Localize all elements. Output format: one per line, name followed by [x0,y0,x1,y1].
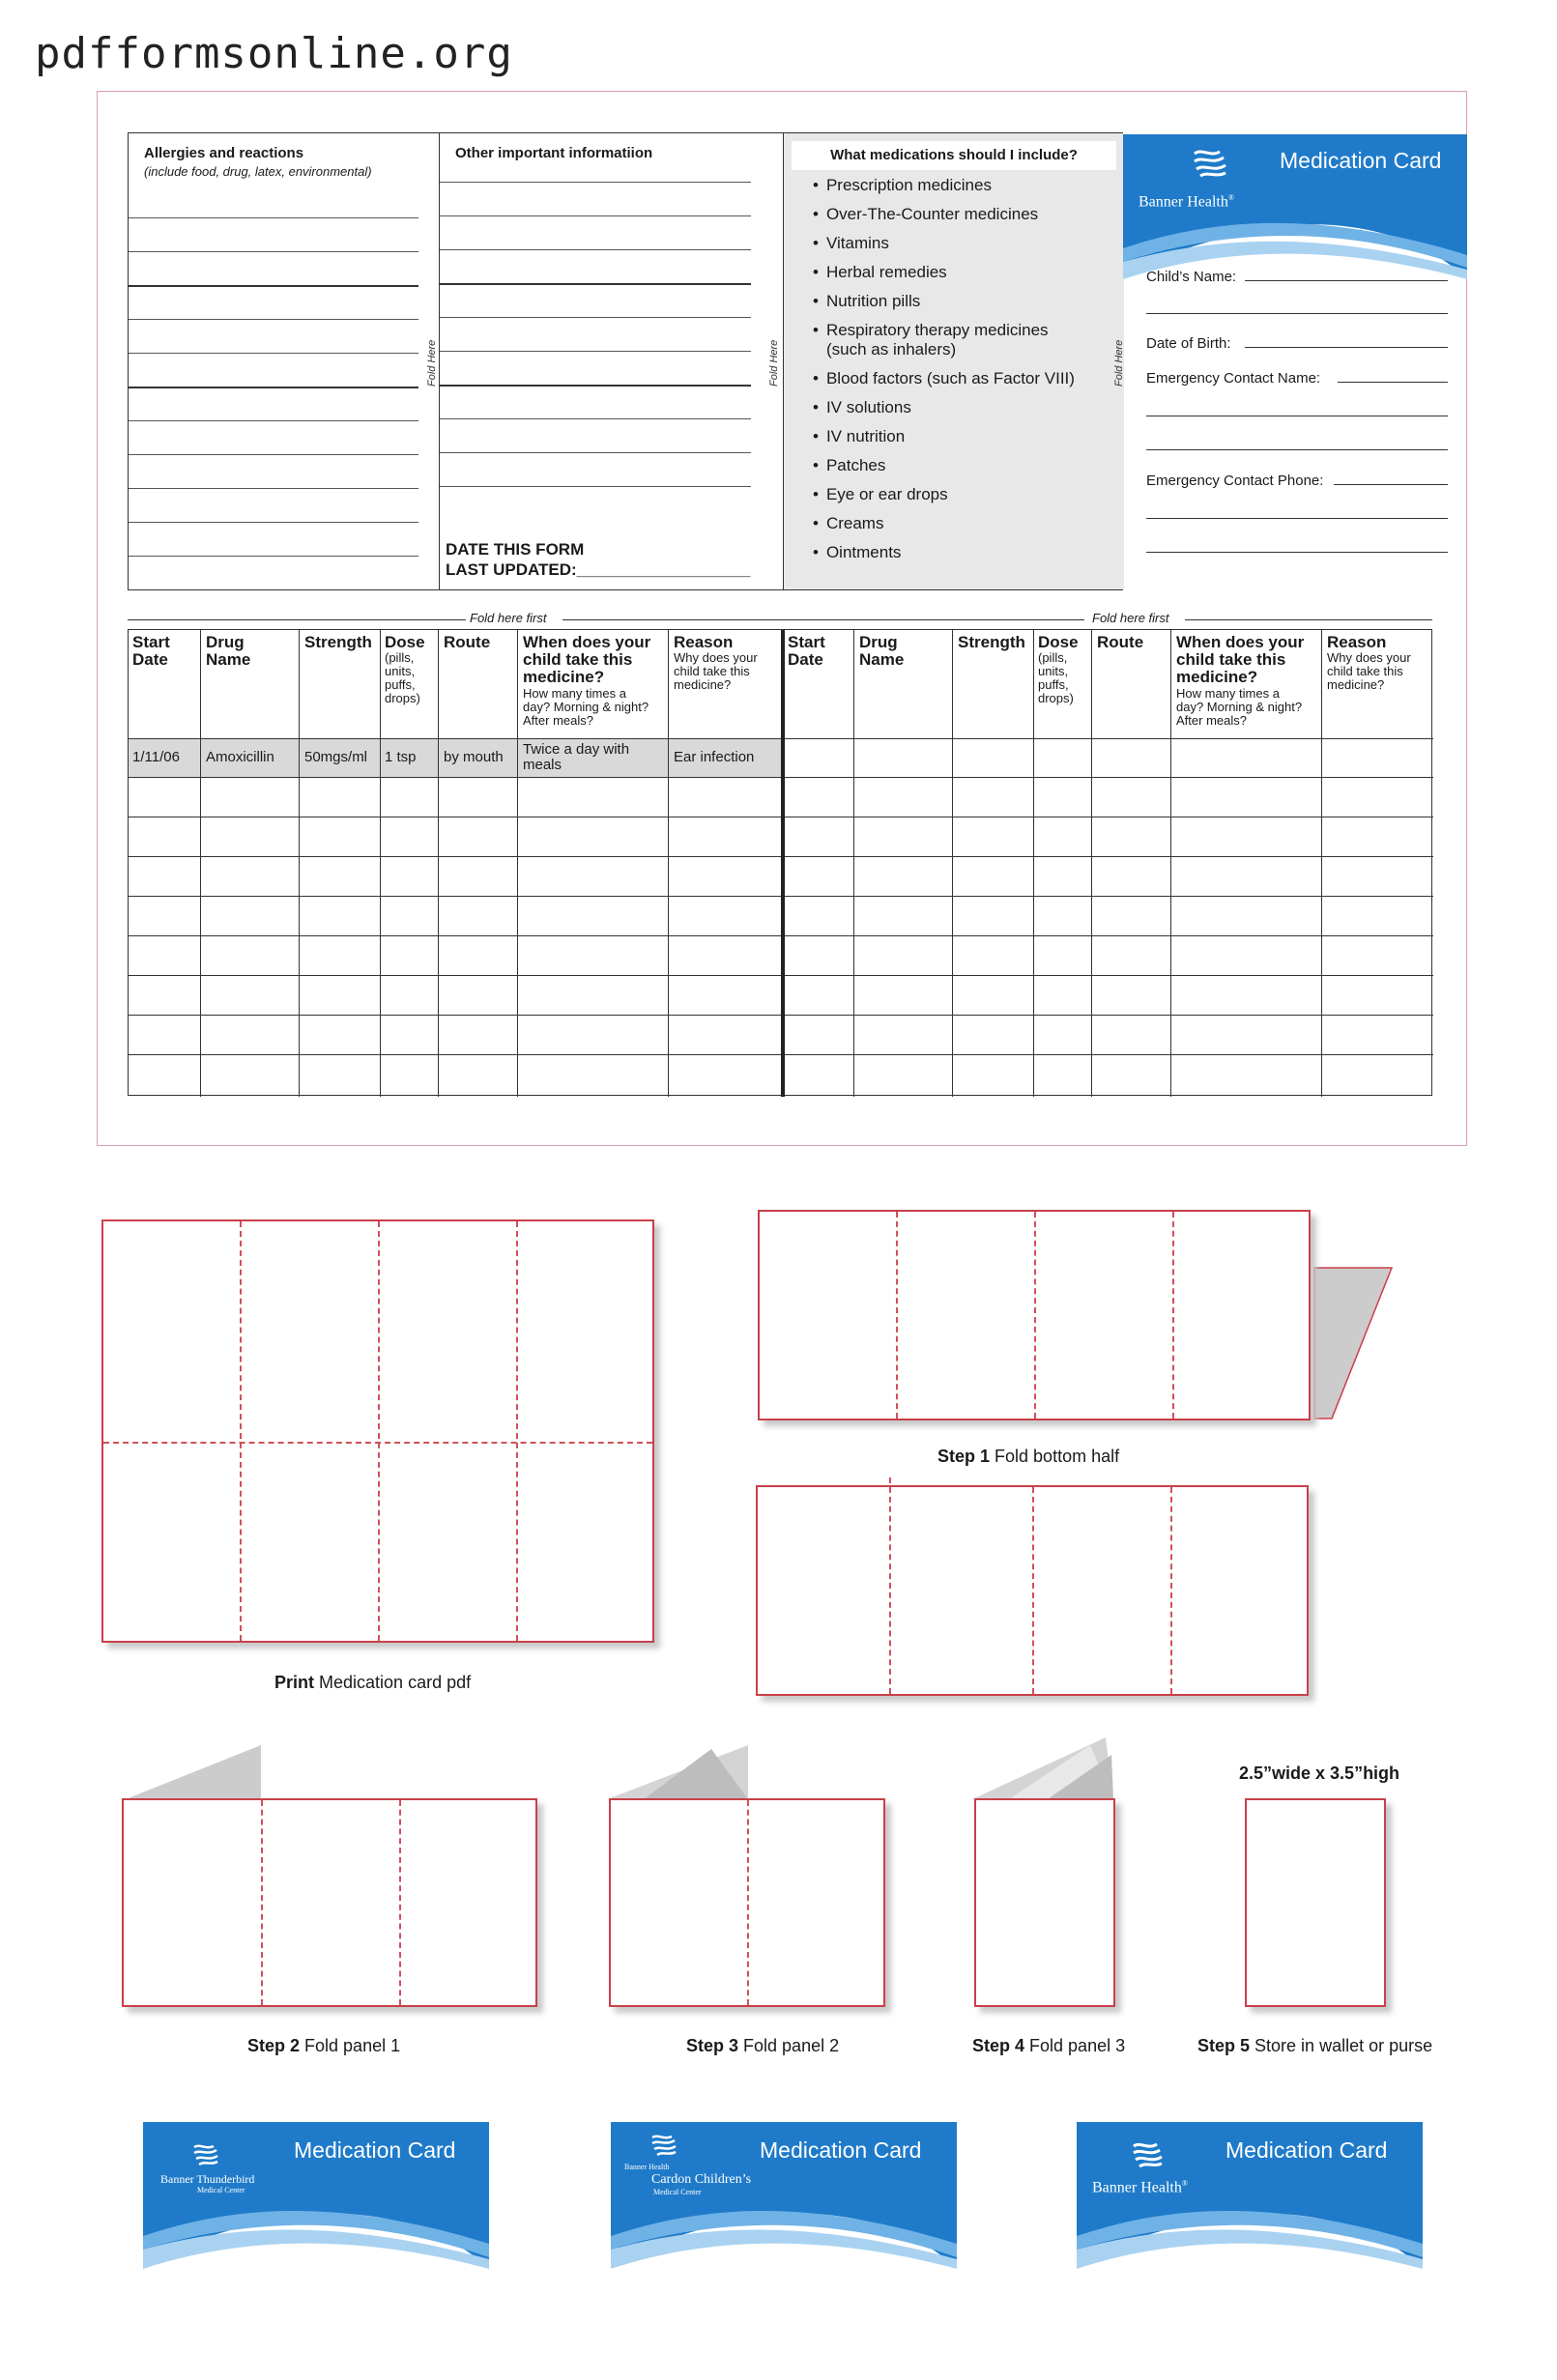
allergies-title: Allergies and reactions [144,145,304,161]
header-start-date: Start Date [788,633,825,669]
header-drug-name: Drug Name [206,633,251,669]
medication-type-item: • IV solutions [813,398,1075,417]
step5-caption: Step 5 Store in wallet or purse [1197,2036,1433,2055]
emergency-contact-phone-line3[interactable] [1146,552,1448,553]
card-brand: Cardon Children’s [651,2172,752,2187]
other-info-line[interactable] [440,182,751,183]
print-diagram [101,1219,654,1643]
example-drug-name: Amoxicillin [206,749,274,765]
other-info-line[interactable] [440,283,751,285]
other-info-line[interactable] [440,385,751,387]
medication-type-item: • Creams [813,514,1075,533]
fold-here-label: Fold Here [768,339,780,387]
allergies-line[interactable] [129,387,418,388]
banner-logo-icon [649,2132,678,2159]
emergency-contact-phone-label: Emergency Contact Phone: [1146,473,1324,489]
card-title: Medication Card [294,2137,456,2163]
fold-first-rule [562,619,1084,620]
header-reason-note: Why does your child take this medicine? [674,650,758,692]
emergency-contact-phone-input[interactable] [1334,484,1448,485]
fold-guide [1170,1487,1172,1694]
allergies-line[interactable] [129,319,418,320]
card-brand-sub: Medical Center [653,2188,702,2196]
medication-type-item: • Vitamins [813,234,1075,253]
card-brand-sub: Medical Center [197,2186,245,2194]
table-col-divider [299,630,300,1097]
fold-guide [261,1800,263,2005]
fold-guide [1032,1487,1034,1694]
allergies-line[interactable] [129,556,418,557]
card-front-panel [1123,132,1467,590]
header-dose-note: (pills, units, puffs, drops) [1038,650,1074,705]
fold-guide [1034,1212,1036,1419]
other-info-line[interactable] [440,317,751,318]
header-when: When does your child take this medicine? [1176,633,1305,686]
fold-guide [889,1477,891,1694]
table-center-divider [781,630,785,1097]
header-dose-note: (pills, units, puffs, drops) [385,650,420,705]
step2-diagram [122,1798,537,2007]
fold-guide [103,1442,652,1444]
table-col-divider [853,630,854,1097]
example-dose: 1 tsp [385,749,417,765]
medication-type-item: • Ointments [813,543,1075,562]
step3-diagram [609,1798,885,2007]
fold-first-rule [128,619,466,620]
card-size-label: 2.5”wide x 3.5”high [1239,1763,1400,1783]
other-info-line[interactable] [440,486,751,487]
allergies-line[interactable] [129,420,418,421]
example-route: by mouth [444,749,504,765]
card-brand-top: Banner Health [624,2163,670,2171]
medications-list [813,176,1075,572]
allergies-line[interactable] [129,488,418,489]
allergies-line[interactable] [129,251,418,252]
medication-type-item: • Eye or ear drops [813,485,1075,504]
header-route: Route [1097,633,1144,651]
fold-guide [399,1800,401,2005]
fold-guide [516,1221,518,1641]
fold-here-label: Fold Here [426,339,438,387]
allergies-line[interactable] [129,285,418,287]
header-start-date: Start Date [132,633,170,669]
allergies-line[interactable] [129,353,418,354]
allergies-line[interactable] [129,454,418,455]
other-info-line[interactable] [440,215,751,216]
fold-guide [240,1221,242,1641]
step1-caption: Step 1 Fold bottom half [937,1447,1120,1466]
step3-fold-flap [605,1743,750,1801]
step2-caption: Step 2 Fold panel 1 [247,2036,401,2055]
emergency-contact-name-input[interactable] [1338,382,1448,383]
header-reason-note: Why does your child take this medicine? [1327,650,1411,692]
fold-guide [747,1800,749,2005]
table-col-divider [1033,630,1034,1097]
medication-type-item: • Prescription medicines [813,176,1075,195]
card-title: Medication Card [1280,148,1442,173]
dob-input[interactable] [1245,347,1448,348]
step1-diagram [758,1210,1311,1420]
medication-type-item: • Nutrition pills [813,292,1075,311]
medication-type-item: • Over-The-Counter medicines [813,205,1075,224]
date-updated-field[interactable] [446,539,750,580]
medication-type-item: • Blood factors (such as Factor VIII) [813,369,1075,388]
site-header: pdfformsonline.org [35,29,513,78]
emergency-contact-name-line3[interactable] [1146,449,1448,450]
step2-fold-flap [124,1743,269,1801]
table-col-divider [1321,630,1322,1097]
date-updated-line: LAST UPDATED:___________________ [446,560,751,579]
card-brand: Banner Thunderbird [160,2172,255,2186]
fold-guide [1172,1212,1174,1419]
medication-type-item: • Patches [813,456,1075,475]
card-header-banner [1123,134,1467,279]
dob-label: Date of Birth: [1146,335,1231,352]
example-start-date: 1/11/06 [132,749,180,765]
banner-logo-icon [191,2141,220,2168]
emergency-contact-name-label: Emergency Contact Name: [1146,370,1321,387]
card-brand: Banner Health® [1139,193,1234,211]
header-dose: Dose [385,633,425,651]
fold-guide [896,1212,898,1419]
table-col-divider [438,630,439,1097]
table-col-divider [200,630,201,1097]
allergies-line[interactable] [129,522,418,523]
step5-diagram [1245,1798,1386,2007]
fold-here-label: Fold Here [1113,339,1125,387]
banner-logo-icon [1131,2139,1166,2170]
medications-info-title: What medications should I include? [792,141,1116,170]
table-col-divider [668,630,669,1097]
medication-type-item: • Respiratory therapy medicines (such as inhalers) [813,321,1075,359]
header-strength: Strength [958,633,1025,651]
child-name-input[interactable] [1245,280,1448,281]
print-caption: Print Medication card pdf [274,1673,472,1692]
header-when-note: How many times a day? Morning & night? After meals? [523,686,649,728]
card-front-thunderbird [143,2122,489,2269]
table-col-divider [380,630,381,1097]
step3-caption: Step 3 Fold panel 2 [686,2036,840,2055]
medication-type-item: • IV nutrition [813,427,1075,446]
table-col-divider [517,630,518,1097]
emergency-contact-phone-line2[interactable] [1146,518,1448,519]
example-strength: 50mgs/ml [304,749,368,765]
card-title: Medication Card [760,2137,922,2163]
step1-result-diagram [756,1485,1309,1696]
header-when-note: How many times a day? Morning & night? After meals? [1176,686,1303,728]
example-when: Twice a day with meals [523,741,630,773]
header-dose: Dose [1038,633,1079,651]
child-name-label: Child’s Name: [1146,269,1237,285]
other-info-panel [440,133,784,589]
medications-info-panel [784,133,1124,589]
table-col-divider [1170,630,1171,1097]
fold-first-rule [1185,619,1432,620]
other-info-line[interactable] [440,452,751,453]
step4-fold-flap [970,1735,1115,1803]
medication-type-item: • Herbal remedies [813,263,1075,282]
allergies-subtitle: (include food, drug, latex, environmental) [144,164,372,179]
header-when: When does your child take this medicine? [523,633,651,686]
child-name-input-line2[interactable] [1146,313,1448,314]
header-strength: Strength [304,633,372,651]
fold-first-label: Fold here first [470,611,547,625]
step4-diagram [974,1798,1115,2007]
card-title: Medication Card [1225,2137,1388,2163]
example-reason: Ear infection [674,749,755,765]
allergies-panel [129,133,440,589]
card-front-banner-health [1077,2122,1423,2269]
card-brand: Banner Health® [1092,2179,1188,2196]
other-info-line[interactable] [440,249,751,250]
form-top-panels [128,132,1123,590]
step4-caption: Step 4 Fold panel 3 [972,2036,1126,2055]
fold-guide [378,1221,380,1641]
date-updated-label: DATE THIS FORM [446,540,585,559]
header-drug-name: Drug Name [859,633,905,669]
other-info-line[interactable] [440,418,751,419]
header-route: Route [444,633,491,651]
medication-table [128,629,1432,1096]
header-reason: Reason [674,633,734,651]
allergies-line[interactable] [129,217,418,218]
other-info-title: Other important informatiion [455,145,653,161]
banner-logo-icon [1191,146,1229,181]
step1-fold-flap [1301,1266,1417,1430]
card-front-cardon [611,2122,957,2269]
table-col-divider [952,630,953,1097]
other-info-line[interactable] [440,351,751,352]
fold-first-label: Fold here first [1092,611,1169,625]
header-reason: Reason [1327,633,1387,651]
table-col-divider [1091,630,1092,1097]
